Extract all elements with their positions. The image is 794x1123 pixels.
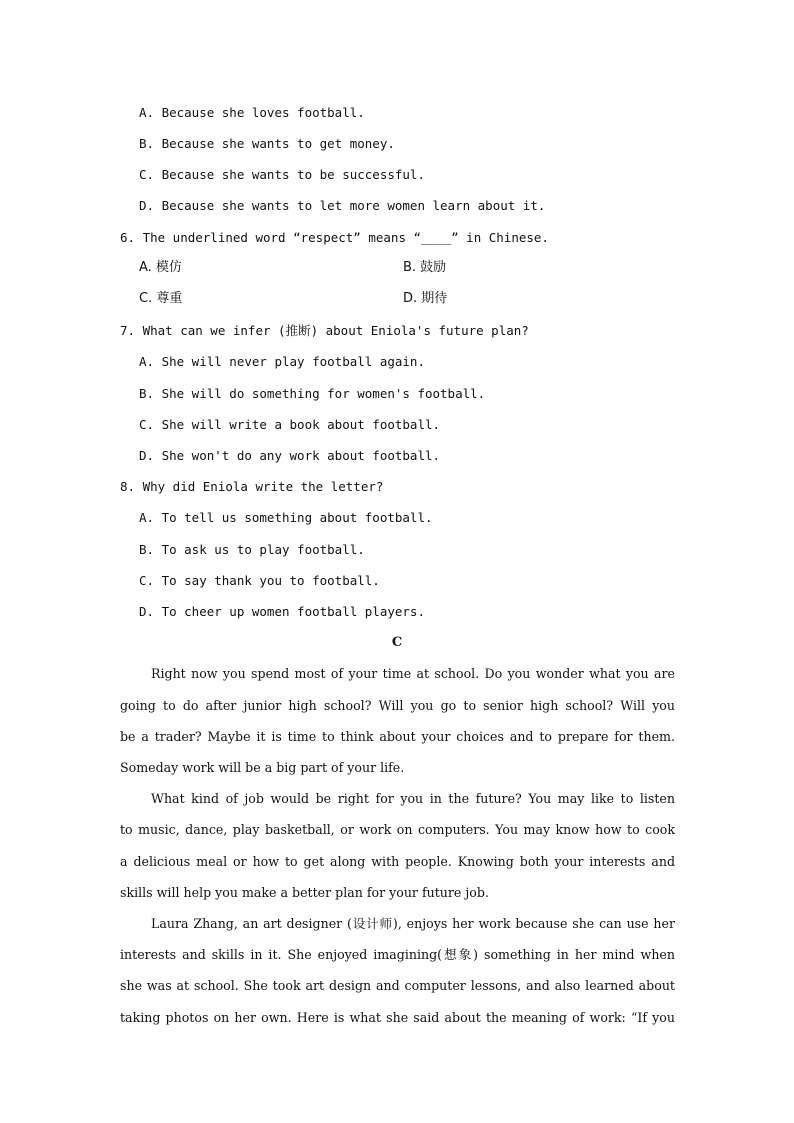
q8-option-d: D. To cheer up women football players. (139, 604, 425, 619)
q8-option-a: A. To tell us something about football. (139, 510, 433, 525)
q8-option-b: B. To ask us to play football. (139, 542, 365, 557)
passage-line: Laura Zhang, an art designer (设计师), enjoys her work because she can use her (151, 916, 675, 931)
passage-line: What kind of job would be right for you in the future? You may like to listen (151, 791, 675, 806)
q6-stem: 6. The underlined word “respect” means “____” in Chinese. (120, 230, 549, 245)
passage-line: Right now you spend most of your time at school. Do you wonder what you are (151, 666, 675, 681)
passage-line: she was at school. She took art design and computer lessons, and also learned about (120, 978, 675, 993)
q5-option-b: B. Because she wants to get money. (139, 136, 395, 151)
passage-line: skills will help you make a better plan for your future job. (120, 885, 489, 900)
passage-line: going to do after junior high school? Will you go to senior high school? Will you (120, 698, 675, 713)
q6-option-a: A. 模仿 (139, 260, 182, 275)
q8-option-c: C. To say thank you to football. (139, 573, 380, 588)
q7-option-b: B. She will do something for women's football. (139, 386, 486, 401)
q7-option-d: D. She won't do any work about football. (139, 448, 441, 463)
passage-line: taking photos on her own. Here is what she said about the meaning of work: “If you (120, 1010, 675, 1025)
passage-line: Someday work will be a big part of your life. (120, 760, 405, 775)
q6-option-c: C. 尊重 (139, 291, 183, 306)
section-title: C (391, 635, 403, 650)
passage-line: be a trader? Maybe it is time to think about your choices and to prepare for them. (120, 729, 675, 744)
q7-option-c: C. She will write a book about football. (139, 417, 441, 432)
q8-stem: 8. Why did Eniola write the letter? (120, 479, 384, 494)
q6-option-b: B. 鼓励 (403, 260, 447, 275)
passage-line: a delicious meal or how to get along with people. Knowing both your interests and (120, 854, 675, 869)
q5-option-a: A. Because she loves football. (139, 105, 365, 120)
q6-option-d: D. 期待 (403, 291, 448, 306)
q5-option-d: D. Because she wants to let more women learn about it. (139, 198, 546, 213)
q7-option-a: A. She will never play football again. (139, 354, 425, 369)
passage-line: interests and skills in it. She enjoyed imagining(想象) something in her mind when (120, 947, 675, 962)
passage-line: to music, dance, play basketball, or work on computers. You may know how to cook (120, 822, 675, 837)
q5-option-c: C. Because she wants to be successful. (139, 167, 425, 182)
q7-stem: 7. What can we infer (推断) about Eniola's future plan? (120, 323, 529, 338)
